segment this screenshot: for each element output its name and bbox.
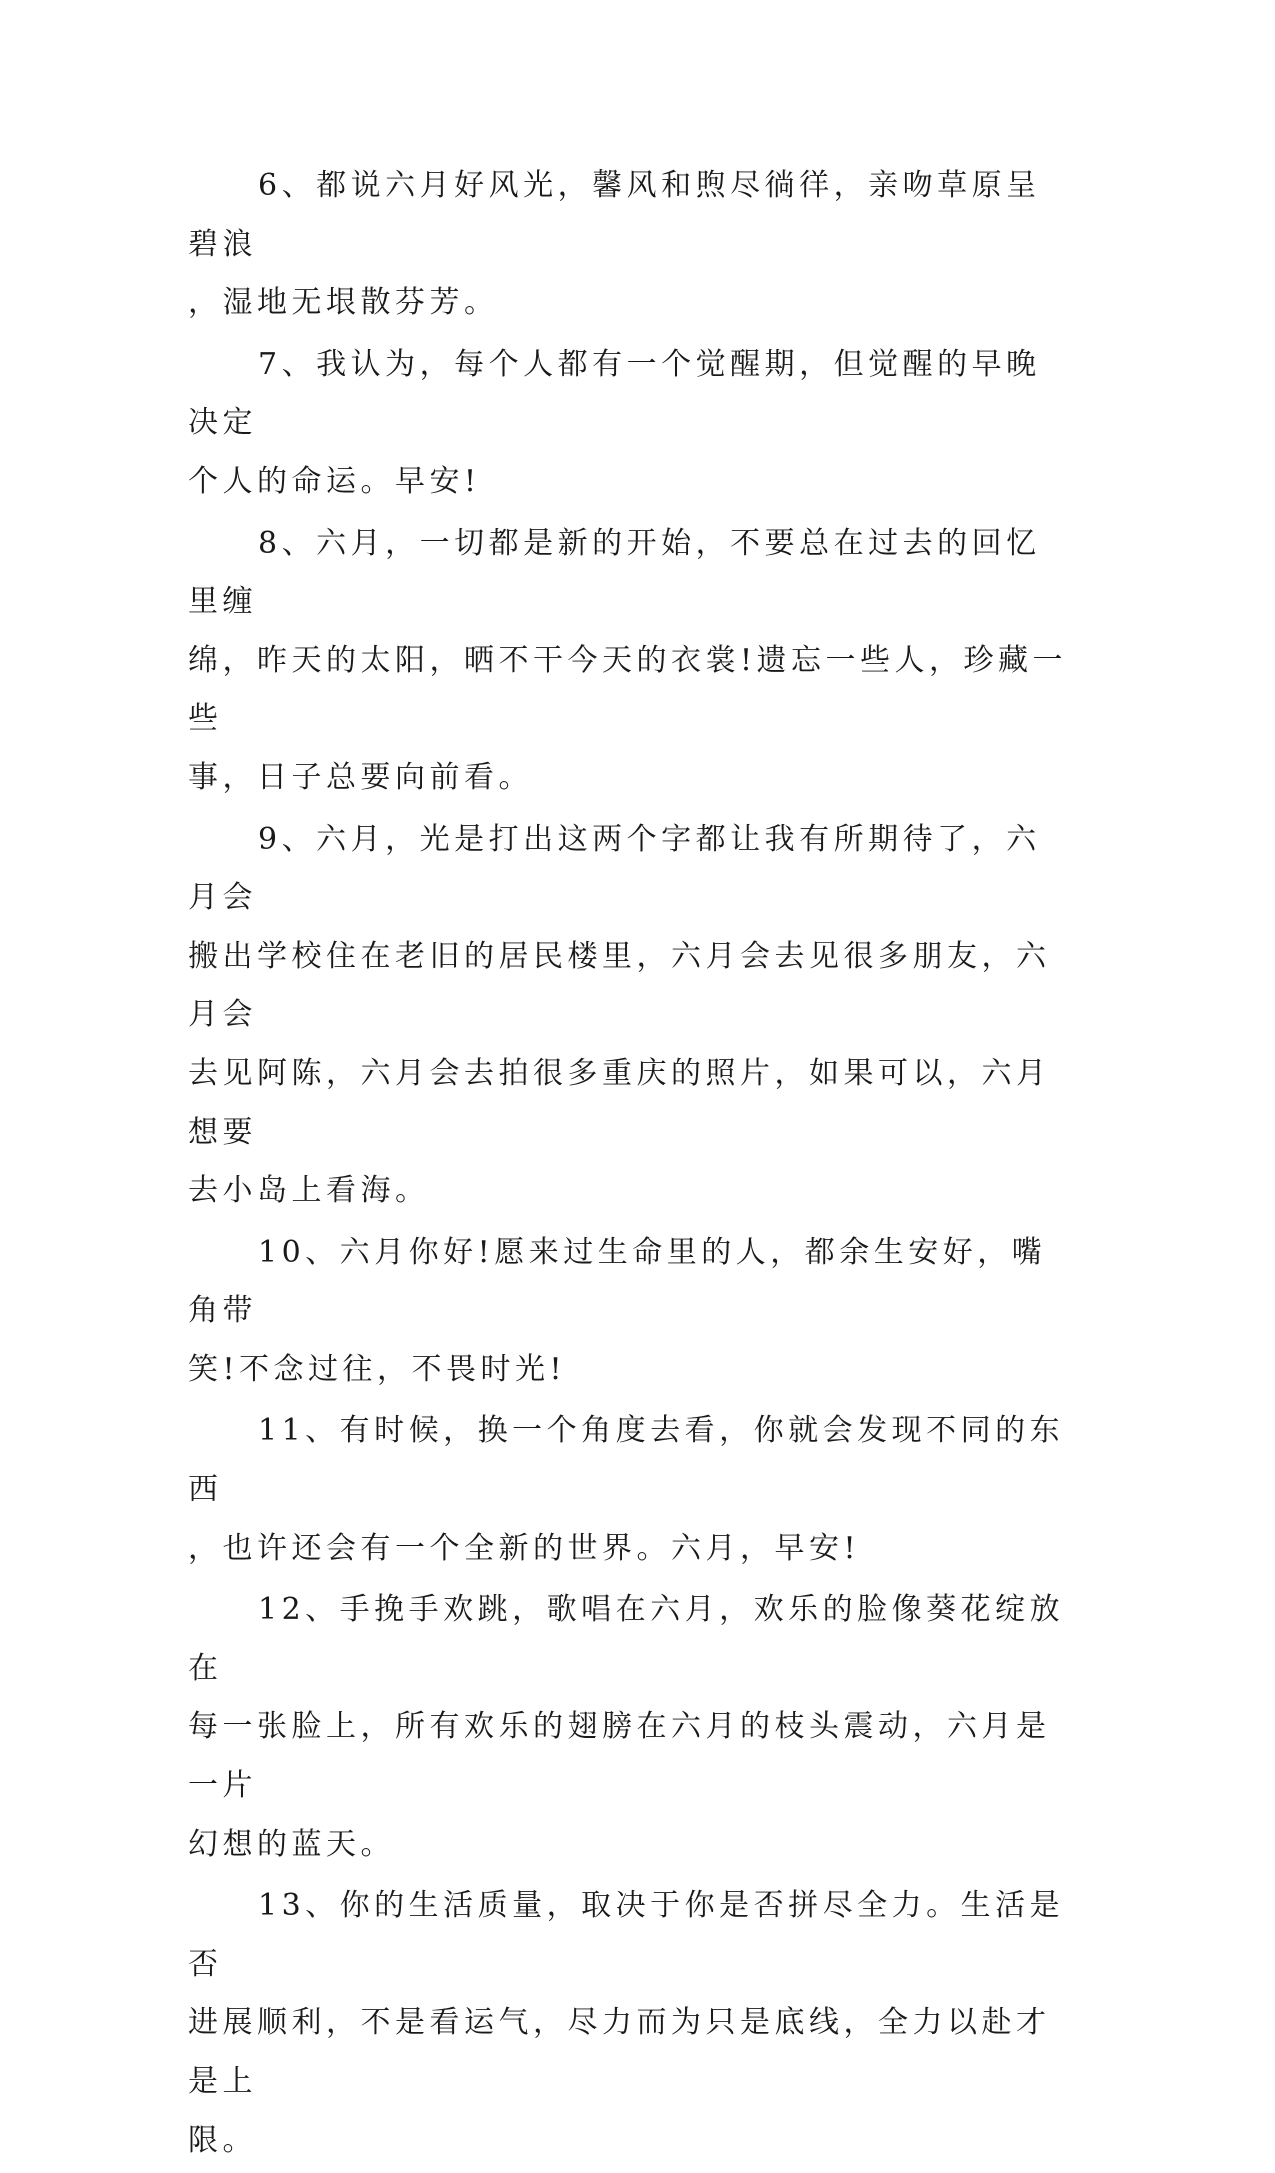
paragraph-line: 10、六月你好!愿来过生命里的人，都余生安好，嘴角带 [188,1234,1047,1329]
paragraph-10 [188,1224,1068,1400]
paragraph-line: 每一张脸上，所有欢乐的翅膀在六月的枝头震动，六月是一片 [188,1709,1051,1804]
paragraph-line: 进展顺利，不是看运气，尽力而为只是底线，全力以赴才是上 [188,2005,1051,2099]
paragraph-line: ，也许还会有一个全新的世界。六月，早安! [188,1530,861,1566]
paragraph-line: 绵，昨天的太阳，晒不干今天的衣裳!遗忘一些人，珍藏一些 [188,642,1068,737]
paragraph-line: ，湿地无垠散芬芳。 [188,285,499,321]
paragraph-7 [188,336,1068,512]
paragraph-11 [188,1402,1068,1578]
paragraph-line: 事，日子总要向前看。 [188,759,533,795]
paragraph-line: 去见阿陈，六月会去拍很多重庆的照片，如果可以，六月想要 [188,1055,1051,1150]
paragraph-line: 6、都说六月好风光，馨风和煦尽徜徉，亲吻草原呈碧浪 [188,168,1041,262]
paragraph-line: 12、手挽手欢跳，歌唱在六月，欢乐的脸像葵花绽放在 [188,1592,1065,1686]
paragraph-9 [188,811,1068,1221]
paragraph-line: 8、六月，一切都是新的开始，不要总在过去的回忆里缠 [188,525,1041,620]
paragraph-12 [188,1581,1068,1874]
paragraph-line: 11、有时候，换一个角度去看，你就会发现不同的东西 [188,1413,1065,1508]
paragraph-line: 9、六月，光是打出这两个字都让我有所期待了，六月会 [188,821,1041,916]
paragraph-line: 13、你的生活质量，取决于你是否拼尽全力。生活是否 [188,1888,1065,1982]
document-body [188,157,1068,2173]
paragraph-line: 笑!不念过往，不畏时光! [188,1351,567,1387]
paragraph-line: 限。 [188,2122,257,2158]
paragraph-6 [188,157,1068,333]
paragraph-line: 去小岛上看海。 [188,1173,430,1209]
paragraph-13 [188,1877,1068,2170]
paragraph-8 [188,515,1068,808]
paragraph-line: 搬出学校住在老旧的居民楼里，六月会去见很多朋友，六月会 [188,938,1051,1033]
paragraph-line: 7、我认为，每个人都有一个觉醒期，但觉醒的早晚决定 [188,346,1041,441]
paragraph-line: 幻想的蓝天。 [188,1826,395,1862]
paragraph-line: 个人的命运。早安! [188,463,481,499]
